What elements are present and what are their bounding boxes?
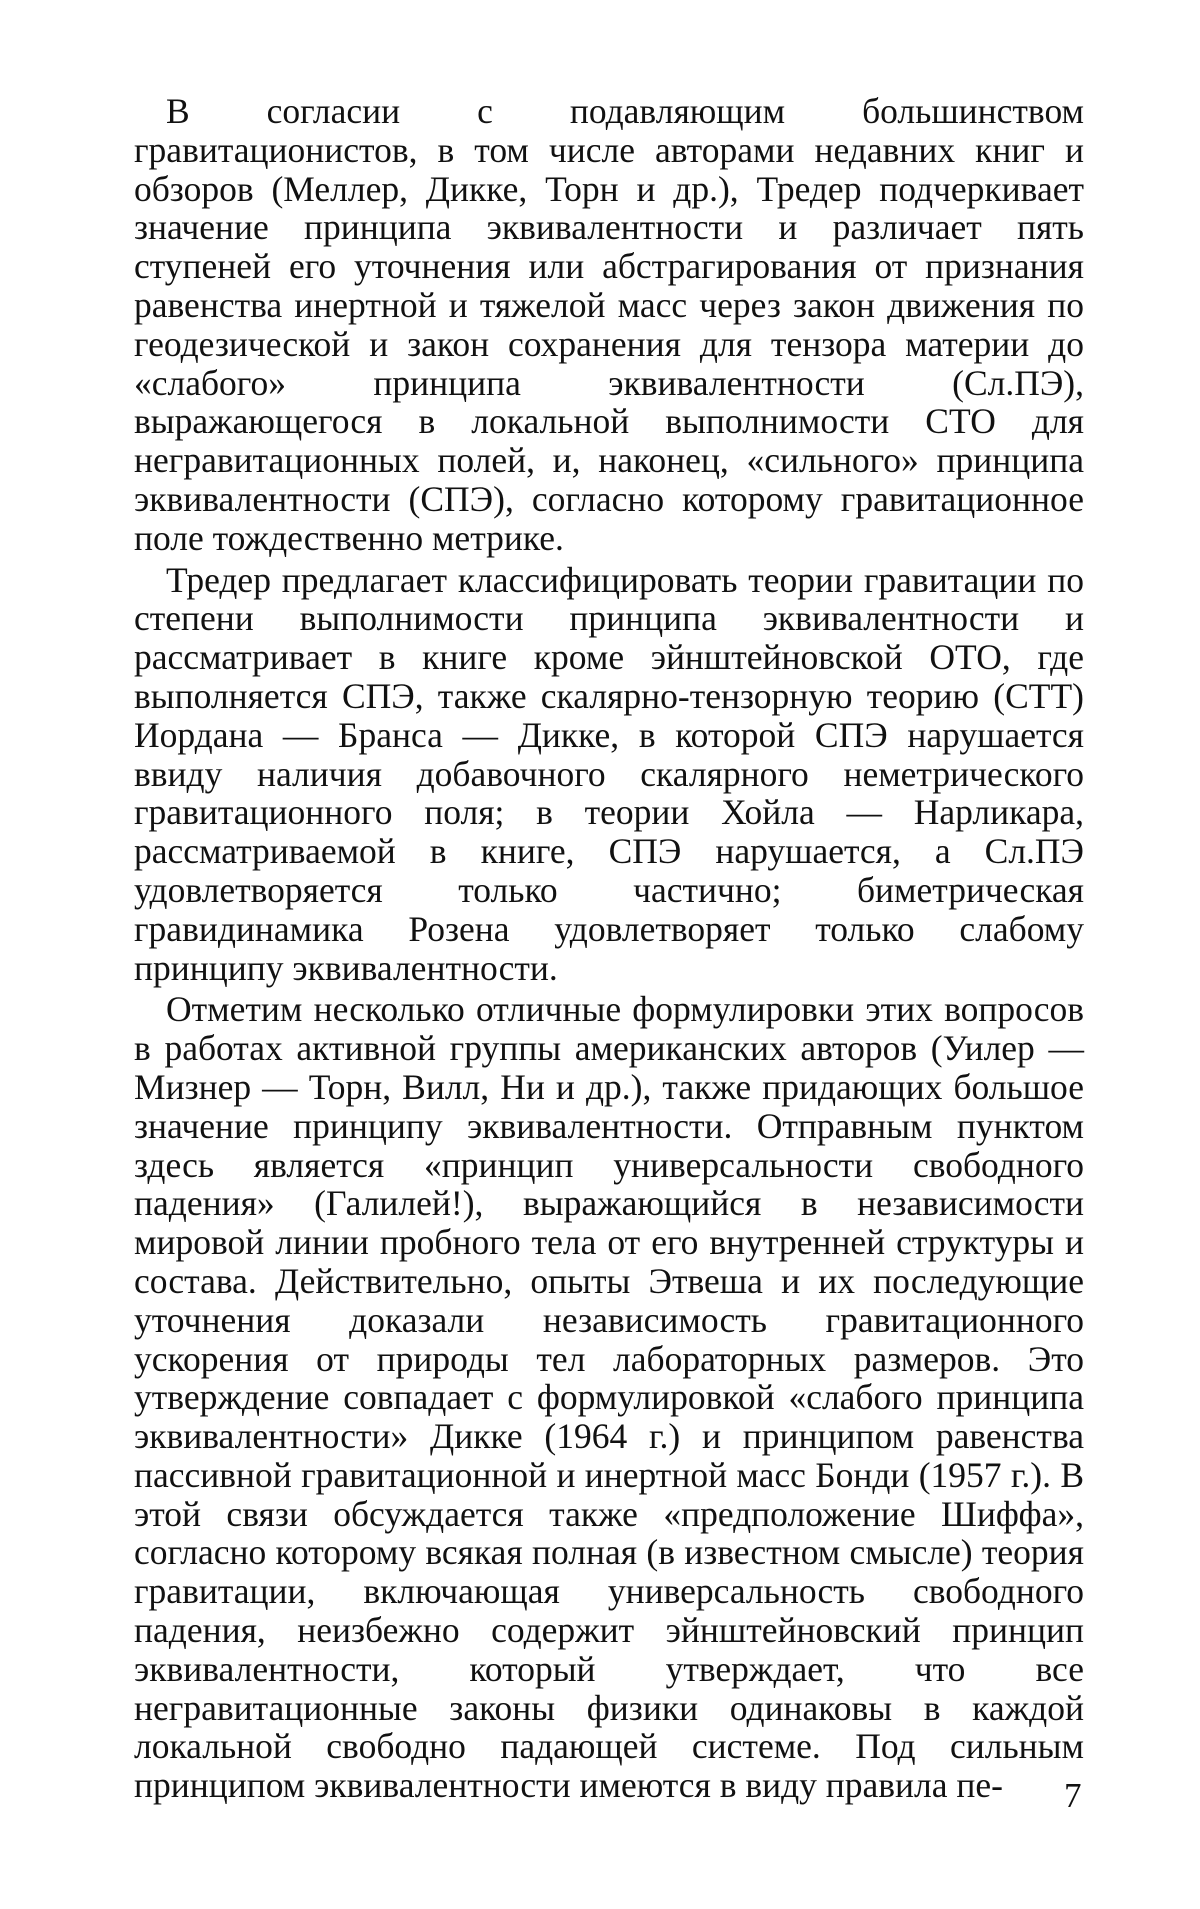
body-text xyxy=(134,92,1084,1805)
paragraph-2: Тредер предлагает классифицировать теории гравитации по степени выполнимости принципа эквивалентности и рассматривает в книге кроме эйнштейновской ОТО, где выполняется СПЭ, также скалярно-тензорную теорию (СТТ) Иордана — Бранса — Дикке, в которой СПЭ нарушается ввиду наличия добавочного скалярного неметрического гравитационного поля; в теории Хойла — Нарликара, рассматриваемой в книге, СПЭ нарушается, а Сл.ПЭ удовлетворяется только частично; биметрическая гравидинамика Розена удовлетворяет только слабому принципу эквивалентности. xyxy=(134,559,1084,988)
paragraph-1: В согласии с подавляющим большинством гравитационистов, в том числе авторами недавних книг и обзоров (Меллер, Дикке, Торн и др.), Тредер подчеркивает значение принципа эквивалентности и различает пять ступеней его уточнения или абстрагирования от признания равенства инертной и тяжелой масс через закон движения по геодезической и закон сохранения для тензора материи до «слабого» принципа эквивалентности (Сл.ПЭ), выражающегося в локальной выполнимости СТО для негравитационных полей, и, наконец, «сильного» принципа эквивалентности (СПЭ), согласно которому гравитационное поле тождественно метрике. xyxy=(134,91,1084,558)
page-number: 7 xyxy=(1064,1776,1082,1815)
paragraph-3: Отметим несколько отличные формулировки этих вопросов в работах активной группы американских авторов (Уилер — Мизнер — Торн, Вилл, Ни и др.), также придающих большое значение принципу эквивалентности. Отправным пунктом здесь является «принцип универсальности свободного падения» (Галилей!), выражающийся в независимости мировой линии пробного тела от его внутренней структуры и состава. Действительно, опыты Этвеша и их последующие уточнения доказали независимость гравитационного ускорения от природы тел лабораторных размеров. Это утверждение совпадает с формулировкой «слабого принципа эквивалентности» Дикке (1964 г.) и принципом равенства пассивной гравитационной и инертной масс Бонди (1957 г.). В этой связи обсуждается также «предположение Шиффа», согласно которому всякая полная (в известном смысле) теория гравитации, включающая универсальность свободного падения, неизбежно содержит эйнштейновский принцип эквивалентности, который утверждает, что все негравитационные законы физики одинаковы в каждой локальной свободно падающей системе. Под сильным принципом эквивалентности имеются в виду правила пе- xyxy=(134,989,1084,1806)
